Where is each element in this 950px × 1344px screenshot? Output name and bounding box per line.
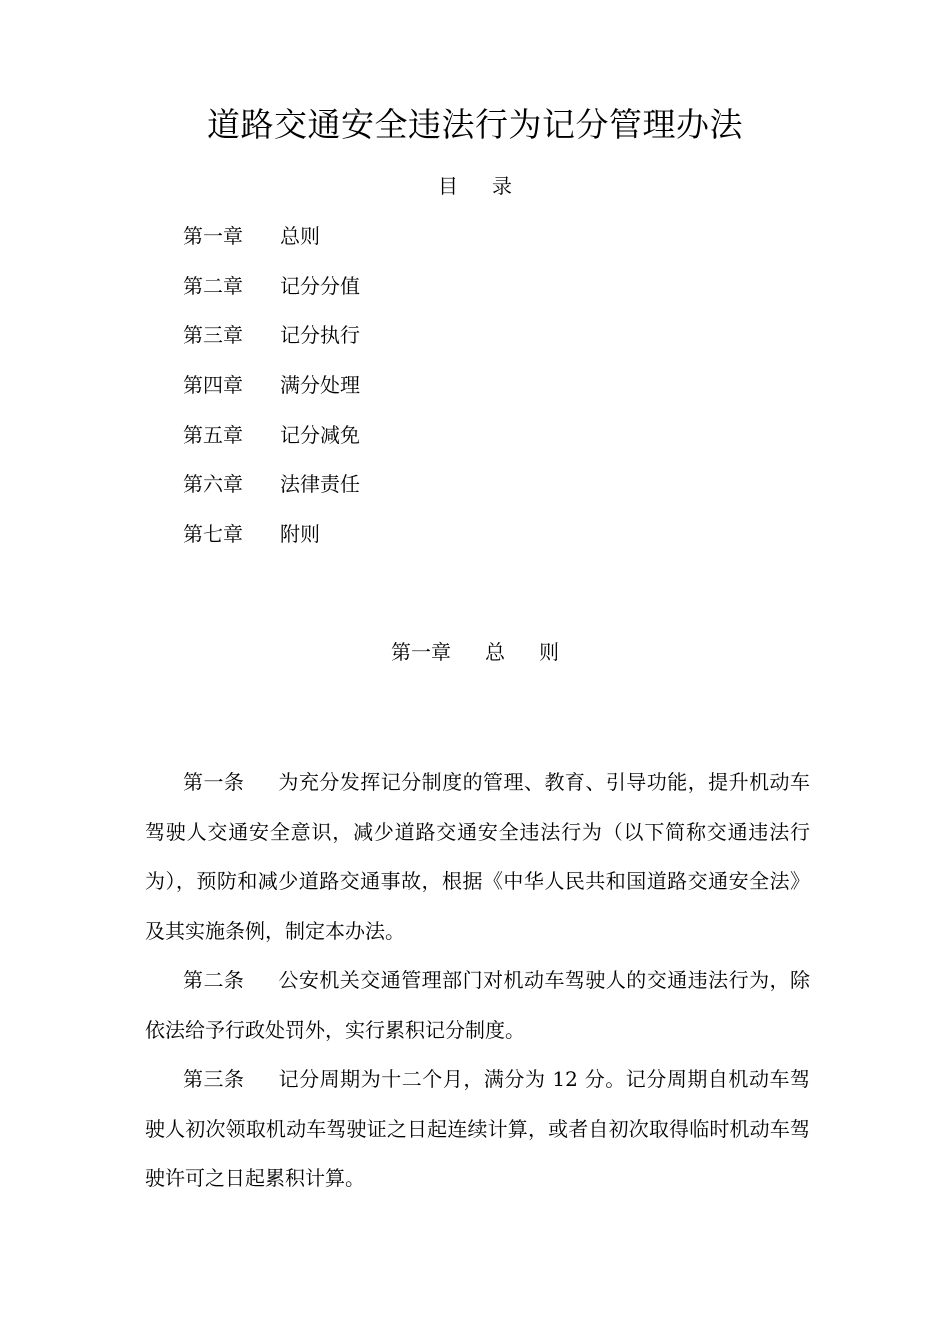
article-paragraph — [145, 1055, 810, 1204]
toc-chapter-title: 总则 — [280, 224, 320, 248]
table-of-contents — [183, 222, 360, 570]
toc-item — [183, 272, 360, 322]
toc-chapter-number: 第五章 — [183, 422, 243, 447]
toc-chapter-number: 第三章 — [183, 323, 243, 348]
article-paragraph — [145, 758, 810, 956]
article-paragraph — [145, 956, 810, 1055]
article-list — [145, 758, 810, 1204]
toc-item — [183, 222, 360, 272]
toc-chapter-number: 第一章 — [183, 224, 243, 248]
toc-item — [183, 371, 360, 421]
chapter-number: 第一章 — [391, 640, 451, 664]
toc-chapter-title: 记分分值 — [280, 273, 360, 298]
toc-chapter-number: 第六章 — [183, 472, 243, 497]
chapter-heading — [0, 638, 950, 666]
toc-chapter-title: 满分处理 — [280, 373, 360, 398]
toc-chapter-number: 第四章 — [183, 373, 243, 398]
toc-chapter-title: 记分执行 — [280, 323, 360, 348]
toc-item — [183, 321, 360, 371]
article-number: 第三条 — [183, 1067, 245, 1091]
toc-item — [183, 470, 360, 520]
toc-chapter-number: 第二章 — [183, 273, 243, 298]
chapter-title-char: 总 — [485, 640, 505, 664]
toc-chapter-title: 记分减免 — [280, 422, 360, 447]
toc-heading-char: 目 — [438, 174, 458, 198]
article-number: 第二条 — [183, 968, 245, 992]
article-text: 公安机关交通管理部门对机动车驾驶人的交通违法行为，除依法给予行政处罚外，实行累积记分制度。 — [145, 968, 811, 1042]
document-title: 道路交通安全违法行为记分管理办法 — [207, 105, 743, 144]
toc-heading — [0, 172, 950, 200]
toc-chapter-number: 第七章 — [183, 522, 243, 547]
article-text: 记分周期为十二个月，满分为 12 分。记分周期自机动车驾驶人初次领取机动车驾驶证之日起连续计算，或者自初次取得临时机动车驾驶许可之日起累积计算。 — [145, 1067, 810, 1190]
toc-item — [183, 421, 360, 471]
article-text: 为充分发挥记分制度的管理、教育、引导功能，提升机动车驾驶人交通安全意识，减少道路交通安全违法行为（以下简称交通违法行为），预防和减少道路交通事故，根据《中华人民共和国道路交通安全法》及其实施条例，制定本办法。 — [145, 770, 811, 943]
toc-item — [183, 520, 360, 570]
chapter-title-char: 则 — [539, 640, 559, 664]
toc-heading-char: 录 — [492, 174, 512, 198]
toc-chapter-title: 附则 — [280, 522, 320, 547]
toc-chapter-title: 法律责任 — [280, 472, 360, 497]
article-number: 第一条 — [183, 770, 245, 794]
